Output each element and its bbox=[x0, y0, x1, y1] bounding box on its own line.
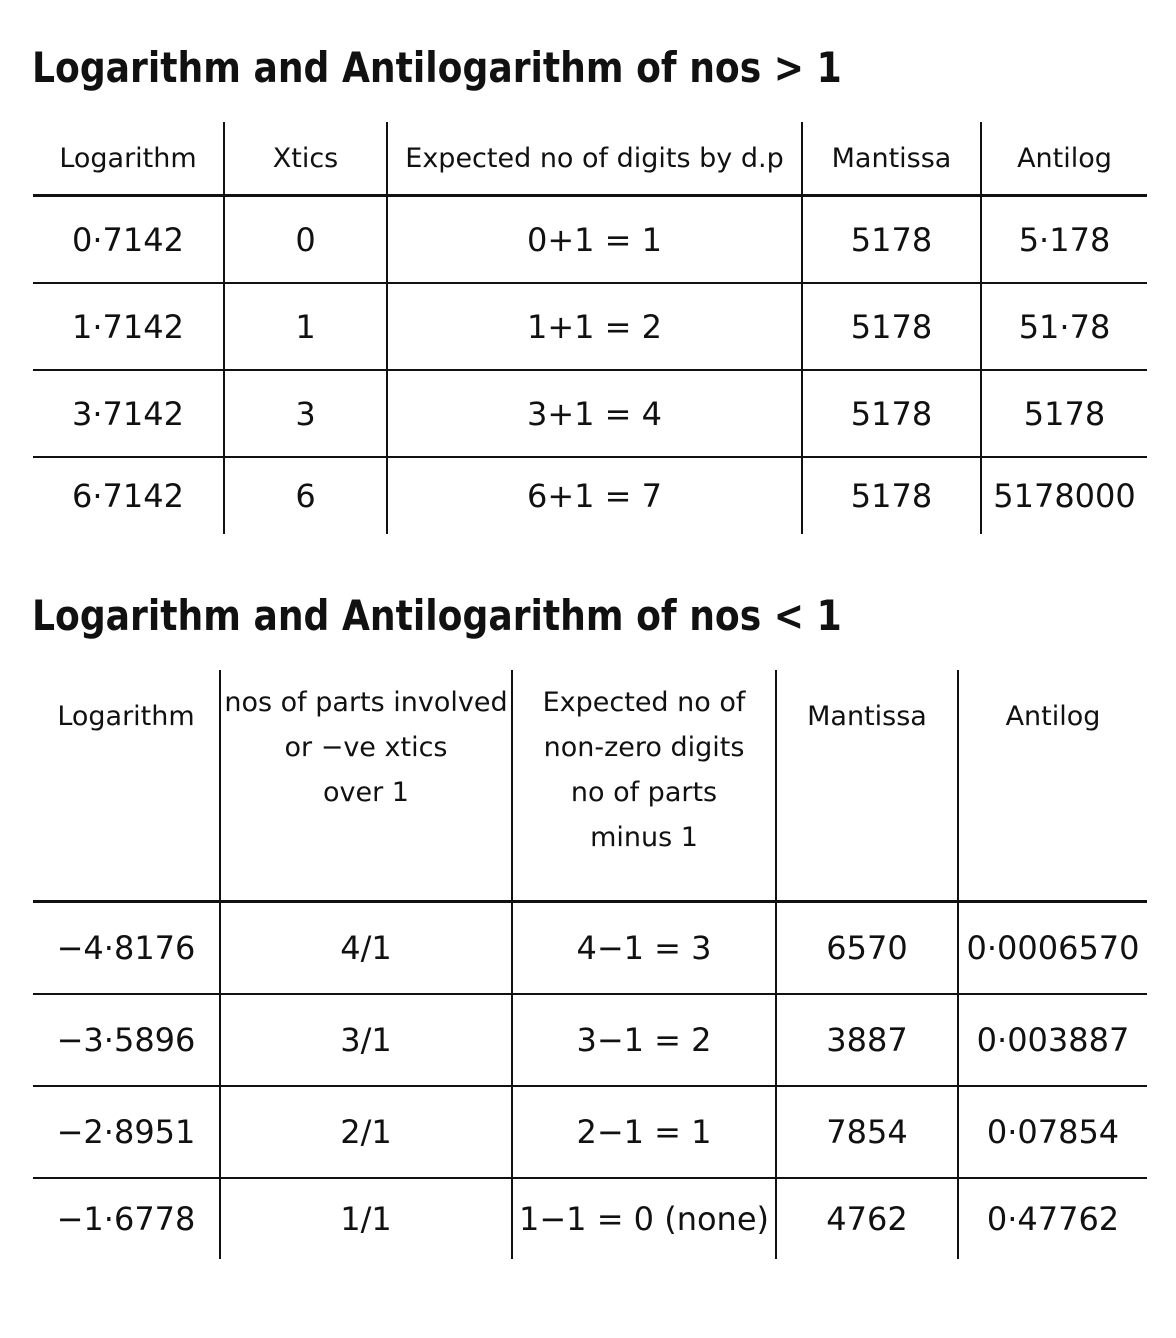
log-table-less-than-one bbox=[33, 670, 1147, 1259]
cell-antilog: 0·0006570 bbox=[958, 902, 1147, 995]
section-title-greater-than-one: Logarithm and Antilogarithm of nos > 1 bbox=[32, 43, 842, 92]
header-antilog: Antilog bbox=[981, 122, 1147, 196]
table-row bbox=[33, 1178, 1147, 1259]
header-parts-involved: nos of parts involved or −ve xtics over 1 bbox=[220, 670, 512, 902]
header-xtics: Xtics bbox=[224, 122, 387, 196]
cell-expected-nonzero-digits: 1−1 = 0 (none) bbox=[512, 1178, 776, 1259]
cell-mantissa: 4762 bbox=[776, 1178, 958, 1259]
cell-parts-involved: 4/1 bbox=[220, 902, 512, 995]
cell-expected-digits: 3+1 = 4 bbox=[387, 370, 802, 457]
cell-logarithm: −3·5896 bbox=[33, 994, 220, 1086]
cell-logarithm: −4·8176 bbox=[56, 929, 196, 967]
cell-mantissa: 5178 bbox=[802, 196, 981, 284]
cell-parts-involved: 3/1 bbox=[220, 994, 512, 1086]
cell-xtics: 0 bbox=[224, 196, 387, 284]
cell-antilog: 5·178 bbox=[981, 196, 1147, 284]
cell-xtics: 1 bbox=[224, 283, 387, 370]
cell-logarithm: 6·7142 bbox=[33, 457, 224, 534]
header-expected-nonzero-digits: Expected no of non-zero digits no of parts minus 1 bbox=[512, 670, 776, 902]
table-row bbox=[33, 457, 1147, 534]
cell-logarithm: 1·7142 bbox=[33, 283, 224, 370]
cell-antilog: 0·07854 bbox=[958, 1086, 1147, 1178]
table-header-row bbox=[33, 670, 1147, 902]
cell-antilog: 51·78 bbox=[981, 283, 1147, 370]
header-antilog: Antilog bbox=[958, 670, 1147, 902]
table-row bbox=[33, 1086, 1147, 1178]
cell-logarithm: 3·7142 bbox=[33, 370, 224, 457]
cell-logarithm: −2·8951 bbox=[33, 1086, 220, 1178]
cell-parts-involved: 1/1 bbox=[220, 1178, 512, 1259]
header-mantissa: Mantissa bbox=[776, 670, 958, 902]
cell-expected-nonzero-digits: 3−1 = 2 bbox=[512, 994, 776, 1086]
log-table-greater-than-one bbox=[33, 122, 1147, 534]
cell-logarithm: −1·6778 bbox=[33, 1178, 220, 1259]
cell-antilog: 0·47762 bbox=[958, 1178, 1147, 1259]
cell-antilog: 5178000 bbox=[981, 457, 1147, 534]
table-row bbox=[33, 370, 1147, 457]
cell-expected-digits: 1+1 = 2 bbox=[387, 283, 802, 370]
table-row bbox=[33, 902, 1147, 995]
cell-mantissa: 7854 bbox=[776, 1086, 958, 1178]
cell-xtics: 3 bbox=[224, 370, 387, 457]
cell-expected-digits: 0+1 = 1 bbox=[387, 196, 802, 284]
cell-logarithm: 0·7142 bbox=[72, 220, 184, 259]
header-expected-digits: Expected no of digits by d.p bbox=[387, 122, 802, 196]
cell-mantissa: 3887 bbox=[776, 994, 958, 1086]
cell-expected-nonzero-digits: 4−1 = 3 bbox=[512, 902, 776, 995]
header-logarithm: Logarithm bbox=[33, 670, 220, 902]
cell-mantissa: 6570 bbox=[776, 902, 958, 995]
cell-xtics: 6 bbox=[224, 457, 387, 534]
table-header-row bbox=[33, 122, 1147, 196]
cell-mantissa: 5178 bbox=[802, 283, 981, 370]
cell-antilog: 5178 bbox=[981, 370, 1147, 457]
table-row bbox=[33, 196, 1147, 284]
cell-mantissa: 5178 bbox=[802, 370, 981, 457]
cell-parts-involved: 2/1 bbox=[220, 1086, 512, 1178]
table-row bbox=[33, 283, 1147, 370]
section-title-less-than-one: Logarithm and Antilogarithm of nos < 1 bbox=[32, 591, 842, 640]
cell-antilog: 0·003887 bbox=[958, 994, 1147, 1086]
cell-expected-digits: 6+1 = 7 bbox=[387, 457, 802, 534]
header-logarithm: Logarithm bbox=[33, 122, 224, 196]
cell-expected-nonzero-digits: 2−1 = 1 bbox=[512, 1086, 776, 1178]
cell-mantissa: 5178 bbox=[802, 457, 981, 534]
header-mantissa: Mantissa bbox=[802, 122, 981, 196]
table-row bbox=[33, 994, 1147, 1086]
